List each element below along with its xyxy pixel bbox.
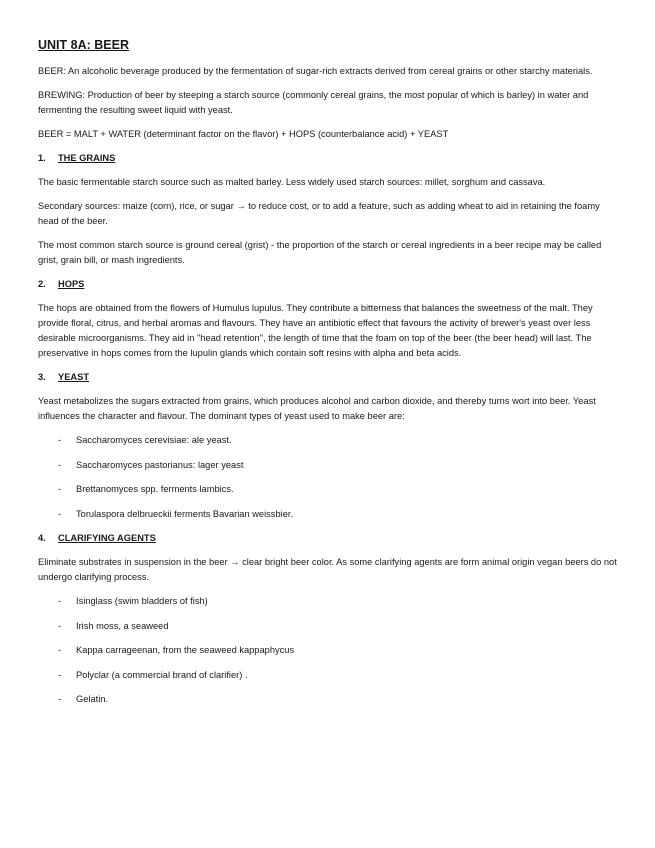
section-number: 1.	[38, 153, 46, 163]
section-heading-grains	[38, 151, 622, 166]
list-item-text: Polyclar (a commercial brand of clarifier) .	[76, 669, 248, 680]
list-item	[38, 507, 622, 522]
list-item-text: Torulaspora delbrueckii ferments Bavarian weissbier.	[76, 508, 294, 519]
section-number: 2.	[38, 279, 46, 289]
yeast-list	[38, 433, 622, 522]
dash-bullet: -	[58, 645, 62, 655]
list-item-text: Irish moss, a seaweed	[76, 620, 169, 631]
section-title: CLARIFYING AGENTS	[58, 533, 156, 543]
section-title: THE GRAINS	[58, 153, 116, 163]
clarifying-paragraph: Eliminate substrates in suspension in the beer → clear bright beer color. As some clarifying agents are form animal origin vegan beers do not undergo clarifying process.	[38, 557, 617, 582]
beer-definition: BEER: An alcoholic beverage produced by the fermentation of sugar-rich extracts derived from cereal grains or other starchy materials.	[38, 66, 593, 76]
grains-paragraph: The basic fermentable starch source such as malted barley. Less widely used starch sources: millet, sorghum and cassava.	[38, 177, 546, 187]
list-item	[38, 619, 622, 634]
list-item	[38, 433, 622, 448]
section-heading-hops	[38, 277, 622, 292]
list-item-text: Isinglass (swim bladders of fish)	[76, 596, 208, 606]
list-item-text: Saccharomyces cerevisiae: ale yeast.	[76, 435, 232, 445]
dash-bullet: -	[58, 669, 62, 680]
dash-bullet: -	[58, 620, 62, 631]
dash-bullet: -	[58, 694, 62, 704]
dash-bullet: -	[58, 459, 62, 470]
section-title: YEAST	[58, 372, 89, 382]
section-number: 4.	[38, 533, 46, 543]
list-item	[38, 594, 622, 609]
list-item	[38, 668, 622, 683]
dash-bullet: -	[58, 508, 62, 519]
section-heading-clarifying-agents	[38, 531, 622, 546]
list-item	[38, 458, 622, 473]
dash-bullet: -	[58, 596, 62, 606]
document-page	[38, 38, 622, 717]
page-title: UNIT 8A: BEER	[38, 38, 129, 52]
beer-formula: BEER = MALT + WATER (determinant factor on the flavor) + HOPS (counterbalance acid) + YEAST	[38, 129, 449, 139]
brewing-definition: BREWING: Production of beer by steeping a starch source (commonly cereal grains, the most popular of which is barley) in water and fermenting the resulting sweet liquid with yeast.	[38, 90, 589, 115]
yeast-paragraph: Yeast metabolizes the sugars extracted from grains, which produces alcohol and carbon dioxide, and thereby turns wort into beer. Yeast influences the character and flavour. The dominant types of yeast used to make beer are:	[38, 396, 596, 421]
list-item-text: Gelatin.	[76, 694, 109, 704]
list-item-text: Saccharomyces pastorianus: lager yeast	[76, 459, 244, 470]
list-item-text: Kappa carrageenan, from the seaweed kappaphycus	[76, 645, 295, 655]
list-item-text: Brettanomyces spp. ferments lambics.	[76, 484, 234, 494]
dash-bullet: -	[58, 435, 62, 445]
grains-paragraph: The most common starch source is ground cereal (grist) - the proportion of the starch or cereal ingredients in a beer recipe may be called grist, grain bill, or mash ingredients.	[38, 240, 602, 265]
list-item	[38, 643, 622, 658]
section-heading-yeast	[38, 370, 622, 385]
list-item	[38, 482, 622, 497]
clarifying-list	[38, 594, 622, 707]
hops-paragraph: The hops are obtained from the flowers of Humulus lupulus. They contribute a bitterness that balances the sweetness of the malt. They provide floral, citrus, and herbal aromas and flavours. They have an antibiotic effect that favours the activity of brewer's yeast over less desirable microorganisms. They aid in "head retention", the length of time that the foam on top of the beer (the beer head) will last. The preservative in hops comes from the lupulin glands which contain soft resins with alpha and beta acids.	[38, 303, 593, 358]
dash-bullet: -	[58, 484, 62, 494]
list-item	[38, 692, 622, 707]
section-title: HOPS	[58, 279, 85, 289]
grains-paragraph: Secondary sources: maize (corn), rice, or sugar → to reduce cost, or to add a feature, such as adding wheat to aid in retaining the foamy head of the beer.	[38, 201, 600, 226]
section-number: 3.	[38, 372, 46, 382]
